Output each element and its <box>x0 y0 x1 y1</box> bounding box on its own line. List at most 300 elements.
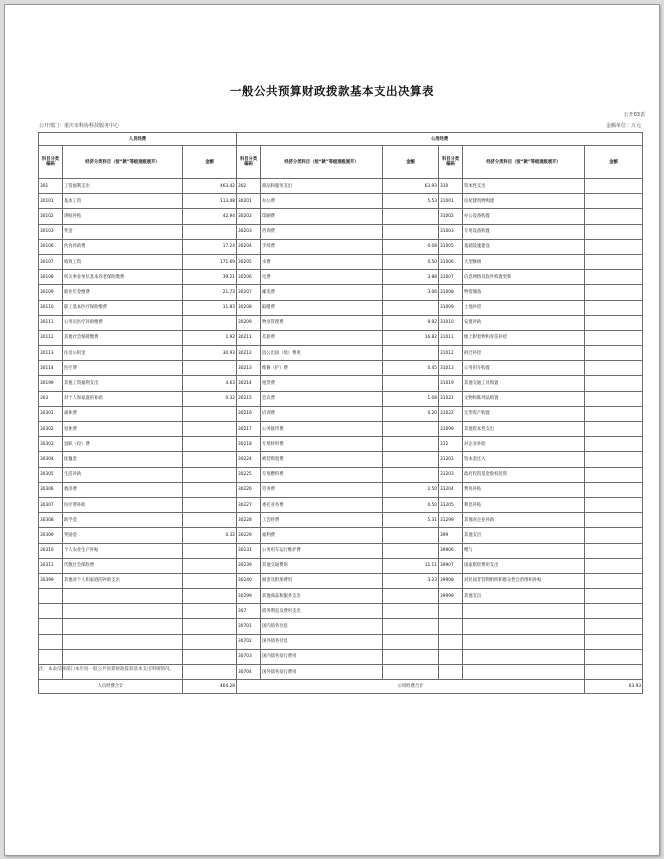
public-a-amount-cell: 1.08 <box>383 391 439 406</box>
public-b-amount-cell <box>585 604 643 619</box>
public-b-name-cell: 物资储备 <box>463 285 585 300</box>
public-a-amount-cell: 5.31 <box>383 513 439 528</box>
public-a-name-cell: 公务接待费 <box>261 422 383 437</box>
personnel-code-cell <box>39 619 63 634</box>
public-b-name-cell: 大型修缮 <box>463 254 585 269</box>
public-b-name-cell: 政府投资基金股权投资 <box>463 467 585 482</box>
public-a-name-cell: 租赁费 <box>261 376 383 391</box>
public-b-code-cell: 31201 <box>439 452 463 467</box>
personnel-name-cell: 津贴补贴 <box>63 209 183 224</box>
personnel-amount-cell: 0.32 <box>183 528 237 543</box>
public-a-amount-cell <box>383 452 439 467</box>
public-a-amount-cell: 0.08 <box>383 239 439 254</box>
personnel-amount-cell: 17.24 <box>183 239 237 254</box>
public-b-amount-cell <box>585 619 643 634</box>
col-header-amount: 金额 <box>585 146 643 179</box>
personnel-code-cell <box>39 634 63 649</box>
public-b-name-cell: 赠与 <box>463 543 585 558</box>
public-b-amount-cell <box>585 300 643 315</box>
personnel-code-cell: 303 <box>39 391 63 406</box>
personnel-amount-cell <box>183 422 237 437</box>
public-a-name-cell: 手续费 <box>261 239 383 254</box>
personnel-name-cell: 退职（役）费 <box>63 437 183 452</box>
public-b-code-cell: 31009 <box>439 300 463 315</box>
public-b-amount-cell <box>585 497 643 512</box>
public-b-code-cell: 31008 <box>439 285 463 300</box>
public-a-name-cell: 专用材料费 <box>261 437 383 452</box>
personnel-name-cell <box>63 649 183 664</box>
public-a-amount-cell <box>383 346 439 361</box>
personnel-code-cell: 30107 <box>39 254 63 269</box>
public-a-name-cell: 税金及附加费用 <box>261 573 383 588</box>
expenditure-table <box>38 132 643 694</box>
public-b-code-cell: 310 <box>439 179 463 194</box>
table-row <box>39 376 643 391</box>
public-a-code-cell: 30207 <box>237 285 261 300</box>
public-b-amount-cell <box>585 209 643 224</box>
table-row <box>39 406 643 421</box>
section-header-public: 公用经费 <box>237 133 643 146</box>
public-b-amount-cell <box>585 315 643 330</box>
personnel-amount-cell <box>183 315 237 330</box>
table-row <box>39 437 643 452</box>
personnel-amount-cell: 1.92 <box>183 330 237 345</box>
public-b-amount-cell <box>585 482 643 497</box>
personnel-name-cell: 基本工资 <box>63 194 183 209</box>
personnel-code-cell: 30113 <box>39 346 63 361</box>
personnel-code-cell: 30199 <box>39 376 63 391</box>
personnel-name-cell: 离休费 <box>63 406 183 421</box>
col-header-code: 科目分类编码 <box>237 146 261 179</box>
personnel-name-cell: 退休费 <box>63 422 183 437</box>
public-a-code-cell: 30228 <box>237 513 261 528</box>
personnel-amount-cell: 30.93 <box>183 346 237 361</box>
personnel-total-amount: 464.28 <box>183 680 237 694</box>
public-b-name-cell: 基础设施建设 <box>463 239 585 254</box>
public-a-amount-cell: 63.93 <box>383 179 439 194</box>
public-a-amount-cell <box>383 300 439 315</box>
public-b-code-cell: 312 <box>439 437 463 452</box>
public-b-name-cell: 拆迁补偿 <box>463 346 585 361</box>
personnel-amount-cell <box>183 497 237 512</box>
public-a-amount-cell: 0.45 <box>383 361 439 376</box>
public-a-name-cell: 水费 <box>261 254 383 269</box>
public-a-amount-cell <box>383 604 439 619</box>
total-row <box>39 680 643 694</box>
public-b-code-cell: 31012 <box>439 346 463 361</box>
public-b-name-cell <box>463 619 585 634</box>
public-b-name-cell: 其他支出 <box>463 528 585 543</box>
personnel-code-cell: 30311 <box>39 558 63 573</box>
personnel-amount-cell <box>183 558 237 573</box>
public-a-code-cell: 30216 <box>237 406 261 421</box>
public-a-amount-cell <box>383 209 439 224</box>
table-row <box>39 634 643 649</box>
public-b-name-cell <box>463 604 585 619</box>
personnel-code-cell: 30306 <box>39 482 63 497</box>
public-b-code-cell: 31205 <box>439 497 463 512</box>
personnel-code-cell: 30111 <box>39 315 63 330</box>
personnel-name-cell: 机关事业单位基本养老保险缴费 <box>63 270 183 285</box>
public-b-name-cell: 房屋建筑物购建 <box>463 194 585 209</box>
public-a-name-cell: 因公出国（境）费用 <box>261 346 383 361</box>
public-b-code-cell: 31299 <box>439 513 463 528</box>
public-a-code-cell: 30701 <box>237 619 261 634</box>
personnel-amount-cell: 4.63 <box>183 376 237 391</box>
personnel-amount-cell <box>183 513 237 528</box>
public-a-amount-cell: 0.20 <box>383 406 439 421</box>
personnel-code-cell: 30103 <box>39 224 63 239</box>
table-row <box>39 452 643 467</box>
personnel-code-cell: 30101 <box>39 194 63 209</box>
public-a-name-cell: 国外债务付息 <box>261 634 383 649</box>
public-a-amount-cell: 0.50 <box>383 497 439 512</box>
public-b-amount-cell <box>585 452 643 467</box>
section-header-personnel: 人员经费 <box>39 133 237 146</box>
public-b-amount-cell <box>585 361 643 376</box>
public-a-amount-cell: 3.23 <box>383 573 439 588</box>
public-b-name-cell <box>463 634 585 649</box>
public-a-amount-cell: 11.11 <box>383 558 439 573</box>
public-a-code-cell: 30217 <box>237 422 261 437</box>
public-b-code-cell: 31001 <box>439 194 463 209</box>
personnel-amount-cell <box>183 665 237 680</box>
public-b-name-cell: 资本金注入 <box>463 452 585 467</box>
public-b-code-cell: 31010 <box>439 315 463 330</box>
public-b-code-cell: 31204 <box>439 482 463 497</box>
col-header-code: 科目分类编码 <box>439 146 463 179</box>
personnel-name-cell: 工资福利支出 <box>63 179 183 194</box>
public-b-name-cell: 其他对企业补助 <box>463 513 585 528</box>
public-a-name-cell: 工会经费 <box>261 513 383 528</box>
public-b-amount-cell <box>585 224 643 239</box>
table-row <box>39 330 643 345</box>
public-a-code-cell: 30702 <box>237 634 261 649</box>
public-a-code-cell: 30215 <box>237 391 261 406</box>
personnel-amount-cell: 21.73 <box>183 285 237 300</box>
public-a-name-cell: 国内债务发行费用 <box>261 649 383 664</box>
table-row <box>39 467 643 482</box>
form-code: 公开03表 <box>623 112 645 118</box>
public-b-code-cell: 39908 <box>439 573 463 588</box>
personnel-name-cell: 奖励金 <box>63 528 183 543</box>
table-row <box>39 558 643 573</box>
public-a-amount-cell: 9.92 <box>383 315 439 330</box>
public-b-amount-cell <box>585 649 643 664</box>
public-b-code-cell: 31013 <box>439 361 463 376</box>
public-b-code-cell: 39907 <box>439 558 463 573</box>
personnel-code-cell <box>39 649 63 664</box>
public-b-code-cell: 31006 <box>439 254 463 269</box>
public-a-amount-cell <box>383 437 439 452</box>
public-b-name-cell: 无形资产购置 <box>463 406 585 421</box>
personnel-name-cell: 公务员医疗补助缴费 <box>63 315 183 330</box>
public-a-name-cell: 物业管理费 <box>261 315 383 330</box>
public-a-code-cell: 30225 <box>237 467 261 482</box>
public-b-name-cell <box>463 665 585 680</box>
public-a-name-cell: 商品和服务支出 <box>261 179 383 194</box>
col-header-name: 经济分类科目（按“款”等级逐级展开） <box>261 146 383 179</box>
table-row <box>39 391 643 406</box>
public-a-code-cell: 30214 <box>237 376 261 391</box>
page-title: 一般公共预算财政拨款基本支出决算表 <box>230 84 434 98</box>
footnote: 注：本表反映部门本年度一般公共预算财政拨款基本支出明细情况。 <box>39 667 174 672</box>
personnel-amount-cell <box>183 604 237 619</box>
personnel-code-cell: 30302 <box>39 422 63 437</box>
personnel-name-cell: 抚恤金 <box>63 452 183 467</box>
public-a-code-cell: 30208 <box>237 300 261 315</box>
personnel-code-cell: 30310 <box>39 543 63 558</box>
public-b-name-cell: 公务用车购置 <box>463 361 585 376</box>
public-b-name-cell: 信息网络及软件购置更新 <box>463 270 585 285</box>
table-row <box>39 346 643 361</box>
unit-label: 金额单位：万元 <box>605 123 641 129</box>
personnel-total-label: 人员经费合计 <box>39 680 183 694</box>
public-total-amount: 63.93 <box>585 680 643 694</box>
personnel-amount-cell <box>183 437 237 452</box>
public-a-code-cell: 307 <box>237 604 261 619</box>
personnel-name-cell: 助学金 <box>63 513 183 528</box>
personnel-code-cell: 301 <box>39 179 63 194</box>
public-a-amount-cell: 0.50 <box>383 254 439 269</box>
public-a-amount-cell <box>383 543 439 558</box>
public-a-code-cell: 30703 <box>237 649 261 664</box>
table-row <box>39 649 643 664</box>
table-row <box>39 224 643 239</box>
public-b-name-cell: 其他交通工具购置 <box>463 376 585 391</box>
public-total-label: 公用经费合计 <box>237 680 585 694</box>
public-a-name-cell: 取暖费 <box>261 300 383 315</box>
public-b-amount-cell <box>585 270 643 285</box>
public-a-amount-cell <box>383 589 439 604</box>
public-b-amount-cell <box>585 513 643 528</box>
personnel-amount-cell <box>183 589 237 604</box>
public-b-code-cell: 31002 <box>439 209 463 224</box>
table-row <box>39 619 643 634</box>
public-b-code-cell: 31021 <box>439 391 463 406</box>
public-b-code-cell <box>439 634 463 649</box>
table-row <box>39 513 643 528</box>
personnel-amount-cell <box>183 543 237 558</box>
public-b-amount-cell <box>585 254 643 269</box>
public-b-amount-cell <box>585 589 643 604</box>
personnel-code-cell: 30112 <box>39 330 63 345</box>
public-b-name-cell: 地上附着物和青苗补偿 <box>463 330 585 345</box>
public-b-name-cell: 费用补贴 <box>463 482 585 497</box>
col-header-amount: 金额 <box>383 146 439 179</box>
public-b-amount-cell <box>585 406 643 421</box>
public-a-amount-cell <box>383 634 439 649</box>
public-a-code-cell: 30218 <box>237 437 261 452</box>
public-a-code-cell: 30213 <box>237 361 261 376</box>
public-a-code-cell: 30227 <box>237 497 261 512</box>
personnel-amount-cell <box>183 361 237 376</box>
personnel-amount-cell <box>183 224 237 239</box>
personnel-code-cell: 30110 <box>39 300 63 315</box>
public-a-name-cell: 债务利息及费用支出 <box>261 604 383 619</box>
table-row <box>39 361 643 376</box>
public-a-amount-cell: 5.53 <box>383 194 439 209</box>
personnel-name-cell: 医疗费补助 <box>63 497 183 512</box>
public-b-amount-cell <box>585 376 643 391</box>
public-a-code-cell: 30224 <box>237 452 261 467</box>
public-a-name-cell: 会议费 <box>261 391 383 406</box>
table-row <box>39 254 643 269</box>
table-row <box>39 300 643 315</box>
public-b-code-cell: 31005 <box>439 239 463 254</box>
personnel-code-cell <box>39 604 63 619</box>
public-a-code-cell: 30211 <box>237 330 261 345</box>
personnel-name-cell: 其他工资福利支出 <box>63 376 183 391</box>
personnel-code-cell: 30309 <box>39 528 63 543</box>
personnel-code-cell: 30305 <box>39 467 63 482</box>
personnel-name-cell: 伙食补助费 <box>63 239 183 254</box>
public-a-amount-cell <box>383 467 439 482</box>
public-a-code-cell: 30229 <box>237 528 261 543</box>
public-a-amount-cell: 16.82 <box>383 330 439 345</box>
personnel-amount-cell: 42.94 <box>183 209 237 224</box>
public-a-name-cell: 维修（护）费 <box>261 361 383 376</box>
public-a-code-cell: 30704 <box>237 665 261 680</box>
public-a-amount-cell <box>383 649 439 664</box>
personnel-name-cell: 职业年金缴费 <box>63 285 183 300</box>
personnel-code-cell: 30303 <box>39 437 63 452</box>
public-a-amount-cell <box>383 224 439 239</box>
public-b-amount-cell <box>585 437 643 452</box>
public-a-code-cell: 30206 <box>237 270 261 285</box>
public-a-name-cell: 公务用车运行维护费 <box>261 543 383 558</box>
public-b-name-cell: 资本性支出 <box>463 179 585 194</box>
table-row <box>39 315 643 330</box>
personnel-code-cell: 30109 <box>39 285 63 300</box>
personnel-name-cell: 个人农业生产补贴 <box>63 543 183 558</box>
table-row <box>39 194 643 209</box>
personnel-name-cell: 其他社会保障缴费 <box>63 330 183 345</box>
personnel-amount-cell <box>183 649 237 664</box>
personnel-code-cell: 30108 <box>39 270 63 285</box>
public-a-code-cell: 30204 <box>237 239 261 254</box>
personnel-code-cell: 30307 <box>39 497 63 512</box>
personnel-amount-cell: 39.21 <box>183 270 237 285</box>
public-b-name-cell: 利息补贴 <box>463 497 585 512</box>
public-a-name-cell: 福利费 <box>261 528 383 543</box>
public-a-name-cell: 国外债务发行费用 <box>261 665 383 680</box>
personnel-code-cell: 30308 <box>39 513 63 528</box>
table-row <box>39 589 643 604</box>
public-b-code-cell: 31203 <box>439 467 463 482</box>
public-b-amount-cell <box>585 634 643 649</box>
public-b-amount-cell <box>585 346 643 361</box>
table-row <box>39 179 643 194</box>
col-header-code: 科目分类编码 <box>39 146 63 179</box>
public-b-amount-cell <box>585 573 643 588</box>
personnel-code-cell: 30114 <box>39 361 63 376</box>
public-b-name-cell: 其他资本性支出 <box>463 422 585 437</box>
personnel-amount-cell: 113.48 <box>183 194 237 209</box>
personnel-name-cell <box>63 604 183 619</box>
public-a-amount-cell <box>383 528 439 543</box>
personnel-amount-cell <box>183 634 237 649</box>
table-row <box>39 573 643 588</box>
public-a-name-cell: 差旅费 <box>261 330 383 345</box>
public-b-name-cell: 办公设备购置 <box>463 209 585 224</box>
public-a-code-cell: 30239 <box>237 558 261 573</box>
public-a-amount-cell <box>383 376 439 391</box>
public-a-name-cell: 其他商品和服务支出 <box>261 589 383 604</box>
public-a-amount-cell <box>383 422 439 437</box>
table-row <box>39 270 643 285</box>
table-row <box>39 209 643 224</box>
public-b-code-cell: 31007 <box>439 270 463 285</box>
public-b-code-cell: 31011 <box>439 330 463 345</box>
public-a-name-cell: 培训费 <box>261 406 383 421</box>
personnel-amount-cell <box>183 452 237 467</box>
public-a-name-cell: 电费 <box>261 270 383 285</box>
public-b-name-cell: 对企业补助 <box>463 437 585 452</box>
report-page <box>4 4 660 856</box>
table-body <box>39 179 643 680</box>
public-b-code-cell <box>439 604 463 619</box>
personnel-code-cell: 30304 <box>39 452 63 467</box>
public-a-code-cell: 30240 <box>237 573 261 588</box>
public-a-code-cell: 30201 <box>237 194 261 209</box>
public-b-amount-cell <box>585 391 643 406</box>
public-a-code-cell: 30209 <box>237 315 261 330</box>
personnel-name-cell: 绩效工资 <box>63 254 183 269</box>
personnel-name-cell: 住房公积金 <box>63 346 183 361</box>
public-a-name-cell: 专用燃料费 <box>261 467 383 482</box>
personnel-code-cell: 30399 <box>39 573 63 588</box>
public-b-code-cell <box>439 665 463 680</box>
public-b-code-cell: 31003 <box>439 224 463 239</box>
public-b-amount-cell <box>585 665 643 680</box>
personnel-code-cell: 30301 <box>39 406 63 421</box>
public-b-name-cell: 国家赔偿费用支出 <box>463 558 585 573</box>
public-a-name-cell: 被装购置费 <box>261 452 383 467</box>
public-a-name-cell: 劳务费 <box>261 482 383 497</box>
public-a-code-cell: 302 <box>237 179 261 194</box>
personnel-name-cell: 生活补助 <box>63 467 183 482</box>
public-b-name-cell: 其他支出 <box>463 589 585 604</box>
personnel-amount-cell <box>183 467 237 482</box>
col-header-amount: 金额 <box>183 146 237 179</box>
public-b-code-cell <box>439 649 463 664</box>
public-b-code-cell: 31022 <box>439 406 463 421</box>
personnel-name-cell <box>63 634 183 649</box>
personnel-code-cell: 30106 <box>39 239 63 254</box>
table-row <box>39 604 643 619</box>
personnel-name-cell: 其他对个人和家庭的补助支出 <box>63 573 183 588</box>
personnel-name-cell: 救济费 <box>63 482 183 497</box>
public-b-name-cell: 专用设备购置 <box>463 224 585 239</box>
public-b-amount-cell <box>585 543 643 558</box>
public-a-code-cell: 30203 <box>237 224 261 239</box>
public-b-code-cell: 39906 <box>439 543 463 558</box>
table-row <box>39 239 643 254</box>
personnel-amount-cell: 171.69 <box>183 254 237 269</box>
personnel-name-cell <box>63 589 183 604</box>
public-a-code-cell: 30231 <box>237 543 261 558</box>
public-b-amount-cell <box>585 194 643 209</box>
public-b-amount-cell <box>585 467 643 482</box>
public-a-name-cell: 印刷费 <box>261 209 383 224</box>
public-a-code-cell: 30226 <box>237 482 261 497</box>
department-label: 公开部门：重庆市科协科技服务中心 <box>39 123 120 129</box>
public-b-name-cell: 安置补助 <box>463 315 585 330</box>
public-b-amount-cell <box>585 285 643 300</box>
public-a-amount-cell: 2.50 <box>383 482 439 497</box>
personnel-name-cell: 代缴社会保险费 <box>63 558 183 573</box>
